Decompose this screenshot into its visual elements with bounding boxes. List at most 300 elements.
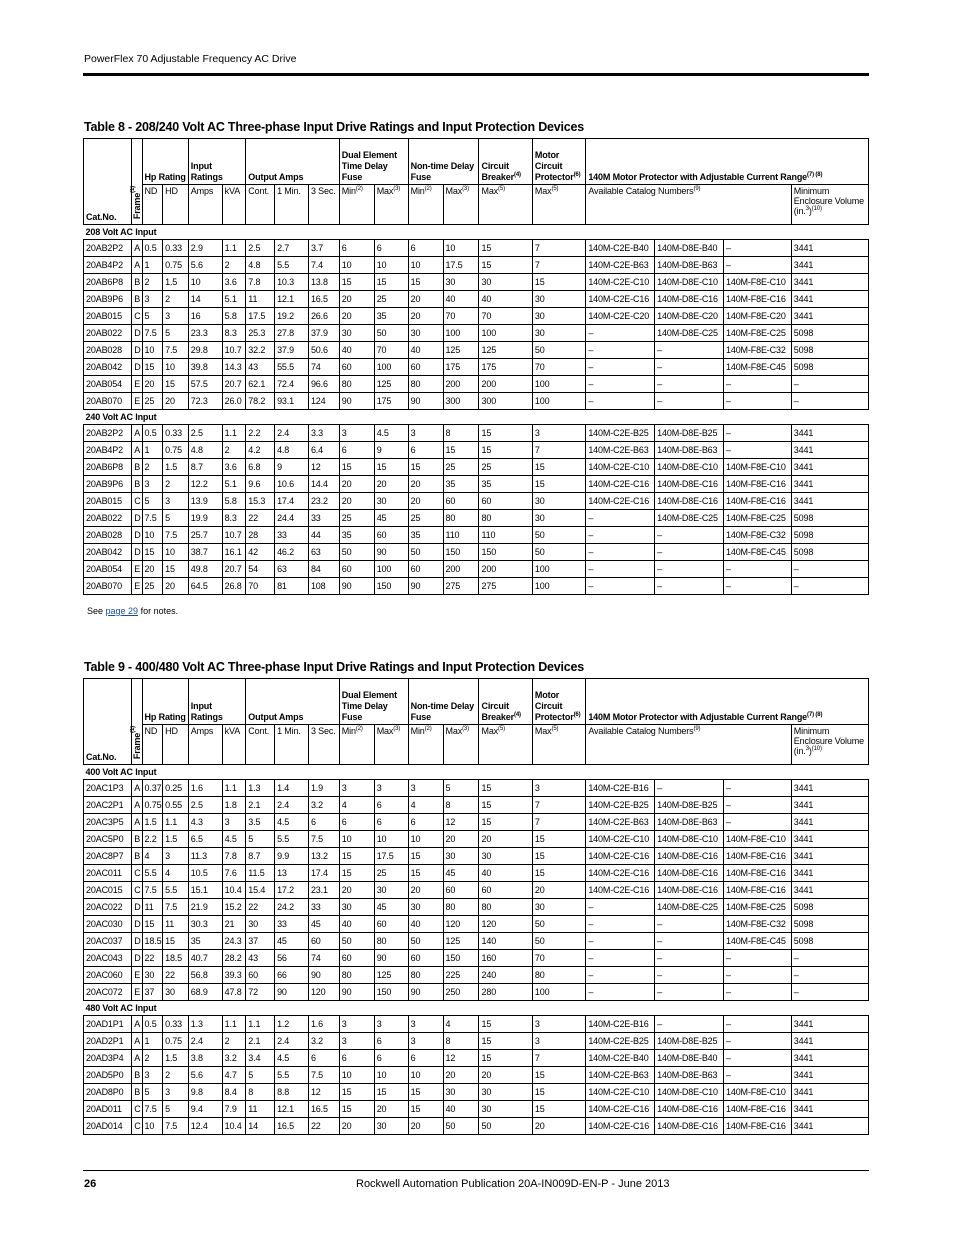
table-cell: 6 (408, 442, 443, 459)
table-cell: 55.5 (275, 359, 309, 376)
catalog-numbers-note: (9) (693, 186, 701, 192)
table-cell: 1.5 (163, 459, 189, 476)
circuit-breaker-text: Circuit Breaker (481, 701, 514, 722)
table-cell: – (791, 984, 868, 1001)
table-cell: 45 (374, 899, 408, 916)
table-cell: – (655, 1016, 724, 1033)
table-note (87, 606, 178, 616)
table-cell: 9.9 (275, 848, 309, 865)
table-cell: 2.4 (275, 1033, 309, 1050)
table-cell: 20AB6P8 (84, 459, 132, 476)
table-cell: 5.8 (222, 493, 246, 510)
table-cell: 25 (479, 459, 532, 476)
table-cell: 90 (408, 578, 443, 595)
table-cell: 2 (142, 459, 163, 476)
table-cell: 15 (142, 359, 163, 376)
table-cell: 50 (532, 527, 585, 544)
motor-circuit-protector-note: (6) (573, 712, 581, 718)
dual-max-note: (3) (393, 726, 401, 732)
table-cell: 15 (408, 459, 443, 476)
table-cell: 140M-D8E-B63 (655, 442, 724, 459)
table-cell: 108 (308, 578, 339, 595)
table-cell: 140M-D8E-C25 (655, 510, 724, 527)
table-cell: 80 (479, 899, 532, 916)
table-cell: 0.75 (142, 797, 163, 814)
table-cell: 3441 (791, 865, 868, 882)
table-cell: 100 (532, 393, 585, 410)
min-enclosure-note: (10) (811, 206, 822, 212)
table-cell: 5 (163, 510, 189, 527)
table-cell: 140M-C2E-B63 (586, 814, 655, 831)
table-row (84, 899, 869, 916)
section-label: 480 Volt AC Input (84, 1001, 869, 1016)
dual-min-note: (2) (355, 726, 363, 732)
table-row (84, 848, 869, 865)
table-cell: 4.8 (246, 257, 275, 274)
table-cell: B (132, 459, 142, 476)
table-cell: 60 (443, 882, 479, 899)
table-cell: 140M-C2E-B16 (586, 780, 655, 797)
table-cell: B (132, 274, 142, 291)
table-cell: 68.9 (188, 984, 222, 1001)
table-cell: 140M-C2E-B63 (586, 442, 655, 459)
table-cell: 44 (308, 527, 339, 544)
dual-min-text: Min (341, 186, 356, 196)
table-cell: 2.1 (246, 1033, 275, 1050)
table-cell: 63 (308, 544, 339, 561)
table-cell: 20AB6P8 (84, 274, 132, 291)
hd-header: HD (163, 185, 189, 225)
table-cell: 50 (532, 544, 585, 561)
table-cell: – (723, 1016, 791, 1033)
circuit-breaker-header (479, 139, 532, 185)
table-cell: 2.5 (246, 240, 275, 257)
table-cell: – (723, 967, 791, 984)
kva-header: kVA (222, 185, 246, 225)
table-cell: 6 (374, 240, 408, 257)
table-cell: 2 (222, 1033, 246, 1050)
table-9 (83, 678, 869, 1135)
three-sec-header: 3 Sec. (308, 185, 339, 225)
table-cell: 3441 (791, 1084, 868, 1101)
table-cell: – (586, 325, 655, 342)
table-cell: 2 (222, 442, 246, 459)
table-cell: – (655, 359, 724, 376)
table-cell: 2 (222, 257, 246, 274)
table-cell: 3441 (791, 831, 868, 848)
table-cell: 15 (479, 814, 532, 831)
table-cell: – (723, 1033, 791, 1050)
table-cell: 3 (339, 1016, 374, 1033)
table-cell: 3 (532, 1033, 585, 1050)
table-cell: 70 (532, 950, 585, 967)
table-cell: C (132, 308, 142, 325)
table-cell: 72.4 (275, 376, 309, 393)
table-cell: 1.1 (163, 814, 189, 831)
table-cell: 3441 (791, 780, 868, 797)
table-cell: 60 (408, 359, 443, 376)
table-cell: 78.2 (246, 393, 275, 410)
table-cell: 15.2 (222, 899, 246, 916)
table-cell: C (132, 493, 142, 510)
table-cell: 40 (443, 1101, 479, 1118)
table-cell: 6.5 (188, 831, 222, 848)
table-cell: 30 (443, 274, 479, 291)
table-cell: 20AC043 (84, 950, 132, 967)
table-cell: 1.5 (142, 814, 163, 831)
table-cell: 140M-F8E-C16 (723, 882, 791, 899)
table-cell: 64.5 (188, 578, 222, 595)
table-cell: 20.7 (222, 561, 246, 578)
table-cell: D (132, 325, 142, 342)
nontime-min-text: Min (410, 726, 425, 736)
table-cell: 74 (308, 950, 339, 967)
table-cell: 300 (443, 393, 479, 410)
mcp-max-header (532, 185, 585, 225)
table-cell: 4.7 (222, 1067, 246, 1084)
table-cell: 80 (479, 510, 532, 527)
table-cell: 20AB070 (84, 578, 132, 595)
table-cell: 20AB015 (84, 308, 132, 325)
table-cell: 15 (532, 1101, 585, 1118)
table-cell: 13 (275, 865, 309, 882)
mcp-max-text: Max (534, 186, 552, 196)
table-cell: 2.2 (246, 425, 275, 442)
table-cell: 1.3 (246, 780, 275, 797)
table-cell: 5.5 (275, 831, 309, 848)
table-cell: 6 (339, 1050, 374, 1067)
table-cell: 25 (142, 578, 163, 595)
table-cell: 30 (163, 984, 189, 1001)
table-cell: 140M-C2E-C16 (586, 882, 655, 899)
table-cell: – (586, 967, 655, 984)
motor-protector-note: (7) (8) (807, 172, 823, 178)
table-cell: 1.1 (222, 780, 246, 797)
table-cell: – (723, 578, 791, 595)
table-cell: 42 (246, 544, 275, 561)
table-cell: 20AB015 (84, 493, 132, 510)
table-cell: – (655, 916, 724, 933)
table-cell: C (132, 1101, 142, 1118)
table-cell: 90 (275, 984, 309, 1001)
table-cell: 140M-F8E-C25 (723, 899, 791, 916)
table-cell: – (655, 950, 724, 967)
table-cell: 15 (408, 865, 443, 882)
table-cell: 0.75 (163, 257, 189, 274)
table-cell: 140M-C2E-B63 (586, 257, 655, 274)
table-cell: 140M-F8E-C10 (723, 1084, 791, 1101)
table-cell: 17.5 (443, 257, 479, 274)
table-cell: 30 (443, 1084, 479, 1101)
table-cell: 7.5 (142, 882, 163, 899)
table-cell: – (586, 984, 655, 1001)
table-cell: – (723, 797, 791, 814)
table-cell: 7.5 (308, 1067, 339, 1084)
table-cell: 3441 (791, 1118, 868, 1135)
table-cell: 1.5 (163, 274, 189, 291)
table-cell: 10 (408, 257, 443, 274)
table-cell: 6 (374, 1050, 408, 1067)
table-cell: 20AB2P2 (84, 425, 132, 442)
table-cell: 15 (408, 848, 443, 865)
table-cell: 10.4 (222, 1118, 246, 1135)
table-cell: 4.8 (275, 442, 309, 459)
table-cell: 1.9 (308, 780, 339, 797)
table-cell: 22 (308, 1118, 339, 1135)
table-cell: – (791, 393, 868, 410)
nontime-max-header (443, 725, 479, 765)
table-cell: 4.2 (246, 442, 275, 459)
table-cell: 20AB028 (84, 527, 132, 544)
table-cell: – (791, 967, 868, 984)
table-row (84, 240, 869, 257)
table-cell: 120 (479, 916, 532, 933)
page-29-link[interactable]: page 29 (105, 606, 139, 616)
table-cell: – (723, 780, 791, 797)
table-cell: – (723, 376, 791, 393)
table-cell: 25 (408, 510, 443, 527)
table-cell: 3 (339, 1033, 374, 1050)
table-cell: 25.7 (188, 527, 222, 544)
table-cell: 140M-F8E-C16 (723, 865, 791, 882)
table-cell: 15 (532, 1067, 585, 1084)
dual-min-header (339, 185, 374, 225)
table-cell: 8.7 (188, 459, 222, 476)
table-row (84, 476, 869, 493)
table-cell: 50 (532, 916, 585, 933)
table-cell: 14 (246, 1118, 275, 1135)
table-cell: 50 (374, 325, 408, 342)
table-cell: – (655, 933, 724, 950)
table-row (84, 308, 869, 325)
table-cell: 140M-D8E-B40 (655, 240, 724, 257)
table-cell: 10.5 (188, 865, 222, 882)
table-cell: 110 (443, 527, 479, 544)
table-cell: 90 (308, 967, 339, 984)
table-cell: 11 (163, 916, 189, 933)
table-cell: 110 (479, 527, 532, 544)
table-cell: 3.8 (188, 1050, 222, 1067)
table-cell: 140M-C2E-B16 (586, 1016, 655, 1033)
table-cell: – (586, 578, 655, 595)
table-cell: 37.9 (275, 342, 309, 359)
table-row (84, 814, 869, 831)
table-cell: 4.5 (275, 1050, 309, 1067)
table-cell: 3 (532, 1016, 585, 1033)
min-enclosure-unit: 3 (805, 746, 809, 752)
table-cell: 60 (374, 527, 408, 544)
table-cell: 140M-F8E-C32 (723, 342, 791, 359)
table-cell: 80 (374, 933, 408, 950)
table-cell: D (132, 544, 142, 561)
table-cell: 16.5 (308, 291, 339, 308)
table-cell: 11.3 (188, 848, 222, 865)
cb-max-text: Max (481, 726, 499, 736)
table-cell: 8.3 (222, 510, 246, 527)
mcp-max-text: Max (534, 726, 552, 736)
catalog-numbers-note: (9) (693, 726, 701, 732)
table-cell: 40 (339, 342, 374, 359)
table-cell: 30 (408, 325, 443, 342)
table-cell: 5 (246, 831, 275, 848)
table-cell: 40 (443, 291, 479, 308)
table-cell: 17.2 (275, 882, 309, 899)
table-cell: 1.3 (188, 1016, 222, 1033)
table-cell: 60 (374, 916, 408, 933)
table-cell: 54 (246, 561, 275, 578)
table-cell: 20 (142, 561, 163, 578)
table-cell: – (723, 257, 791, 274)
table-cell: 70 (532, 359, 585, 376)
table-cell: 6 (339, 442, 374, 459)
motor-circuit-protector-text: Motor Circuit Protector (534, 690, 574, 722)
table-cell: 3.6 (222, 274, 246, 291)
table-cell: 50 (443, 1118, 479, 1135)
cb-max-header (479, 185, 532, 225)
table-cell: 19.9 (188, 510, 222, 527)
table-cell: 5098 (791, 359, 868, 376)
table-cell: 5.1 (222, 476, 246, 493)
table-cell: 3441 (791, 291, 868, 308)
table-cell: 140M-D8E-C10 (655, 831, 724, 848)
table-cell: 0.75 (163, 1033, 189, 1050)
nontime-min-note: (2) (424, 726, 432, 732)
header-row-groups (84, 679, 869, 725)
table-cell: 15 (339, 459, 374, 476)
table-cell: 140M-C2E-B25 (586, 797, 655, 814)
table-cell: 35 (188, 933, 222, 950)
table-cell: 17.5 (246, 308, 275, 325)
cb-max-header (479, 725, 532, 765)
table-cell: 3441 (791, 442, 868, 459)
table-cell: 5.6 (188, 1067, 222, 1084)
hd-header: HD (163, 725, 189, 765)
table-cell: 20AD014 (84, 1118, 132, 1135)
table-cell: 30 (532, 291, 585, 308)
amps-header: Amps (188, 185, 222, 225)
table-row (84, 578, 869, 595)
table-cell: 175 (443, 359, 479, 376)
table-cell: 30 (246, 916, 275, 933)
table-cell: 1 (142, 257, 163, 274)
three-sec-header: 3 Sec. (308, 725, 339, 765)
table-cell: 3.5 (246, 814, 275, 831)
table-cell: 100 (443, 325, 479, 342)
header-rule (83, 73, 869, 76)
table-cell: 5.5 (142, 865, 163, 882)
table-row (84, 865, 869, 882)
dual-min-note: (2) (355, 186, 363, 192)
table-cell: 140M-D8E-C10 (655, 1084, 724, 1101)
table-cell: 0.37 (142, 780, 163, 797)
table-cell: 29.8 (188, 342, 222, 359)
table-cell: – (586, 899, 655, 916)
table-cell: 15 (479, 240, 532, 257)
table-cell: 12.2 (188, 476, 222, 493)
publication-info: Rockwell Automation Publication 20A-IN009D-EN-P - June 2013 (356, 1178, 670, 1190)
table-8 (83, 138, 869, 595)
table-cell: 140M-F8E-C16 (723, 1118, 791, 1135)
table-cell: 9 (275, 459, 309, 476)
table-cell: – (586, 359, 655, 376)
table-cell: 30 (479, 1101, 532, 1118)
table-cell: 22 (246, 510, 275, 527)
table-cell: 20AB4P2 (84, 257, 132, 274)
table-cell: – (655, 967, 724, 984)
table-cell: 56 (275, 950, 309, 967)
table-row (84, 831, 869, 848)
table-cell: 57.5 (188, 376, 222, 393)
table-cell: 43 (246, 359, 275, 376)
table-cell: 4.8 (188, 442, 222, 459)
table-cell: 2.5 (188, 797, 222, 814)
nontime-min-header (408, 725, 443, 765)
cb-max-note: (5) (498, 186, 505, 192)
nd-header: ND (142, 185, 163, 225)
table-cell: – (723, 425, 791, 442)
table-cell: – (723, 814, 791, 831)
table-cell: 3441 (791, 797, 868, 814)
table-cell: 140M-D8E-C10 (655, 459, 724, 476)
table-cell: 46.2 (275, 544, 309, 561)
cont-header: Cont. (246, 725, 275, 765)
table-cell: 5098 (791, 342, 868, 359)
table-cell: – (586, 933, 655, 950)
table-cell: 0.75 (163, 442, 189, 459)
table-cell: 10 (142, 1118, 163, 1135)
table-cell: 20AC037 (84, 933, 132, 950)
table-cell: 20 (479, 831, 532, 848)
table-cell: 50 (339, 544, 374, 561)
table-cell: 6 (374, 797, 408, 814)
table-cell: 1.1 (222, 240, 246, 257)
table-cell: 13.8 (308, 274, 339, 291)
table-cell: – (655, 780, 724, 797)
dual-element-fuse-header: Dual Element Time Delay Fuse (339, 139, 408, 185)
table-cell: 120 (308, 984, 339, 1001)
table-cell: 140M-D8E-C25 (655, 325, 724, 342)
table-cell: – (586, 376, 655, 393)
table-cell: 140M-F8E-C32 (723, 527, 791, 544)
table-cell: 38.7 (188, 544, 222, 561)
table-cell: 11 (142, 899, 163, 916)
table-row (84, 393, 869, 410)
table-cell: 6.4 (308, 442, 339, 459)
table-cell: 1.5 (163, 831, 189, 848)
table-cell: 30 (339, 899, 374, 916)
table-cell: 200 (443, 376, 479, 393)
table-cell: 84 (308, 561, 339, 578)
table-cell: 3441 (791, 1050, 868, 1067)
table-cell: 23.1 (308, 882, 339, 899)
table-cell: – (655, 578, 724, 595)
circuit-breaker-header (479, 679, 532, 725)
table-cell: 15 (479, 425, 532, 442)
min-enclosure-text: Minimum Enclosure Volume (in. (793, 726, 864, 756)
table-cell: 5.5 (163, 882, 189, 899)
table-cell: 3441 (791, 493, 868, 510)
table-cell: 90 (408, 984, 443, 1001)
table-cell: 140M-D8E-B63 (655, 814, 724, 831)
table-row (84, 359, 869, 376)
table-cell: 140M-C2E-C20 (586, 308, 655, 325)
table-cell: 33 (308, 899, 339, 916)
table-cell: 10 (142, 527, 163, 544)
table-cell: 140M-F8E-C16 (723, 848, 791, 865)
table-cell: 20 (374, 1101, 408, 1118)
table-cell: 3441 (791, 274, 868, 291)
table-cell: 23.3 (188, 325, 222, 342)
